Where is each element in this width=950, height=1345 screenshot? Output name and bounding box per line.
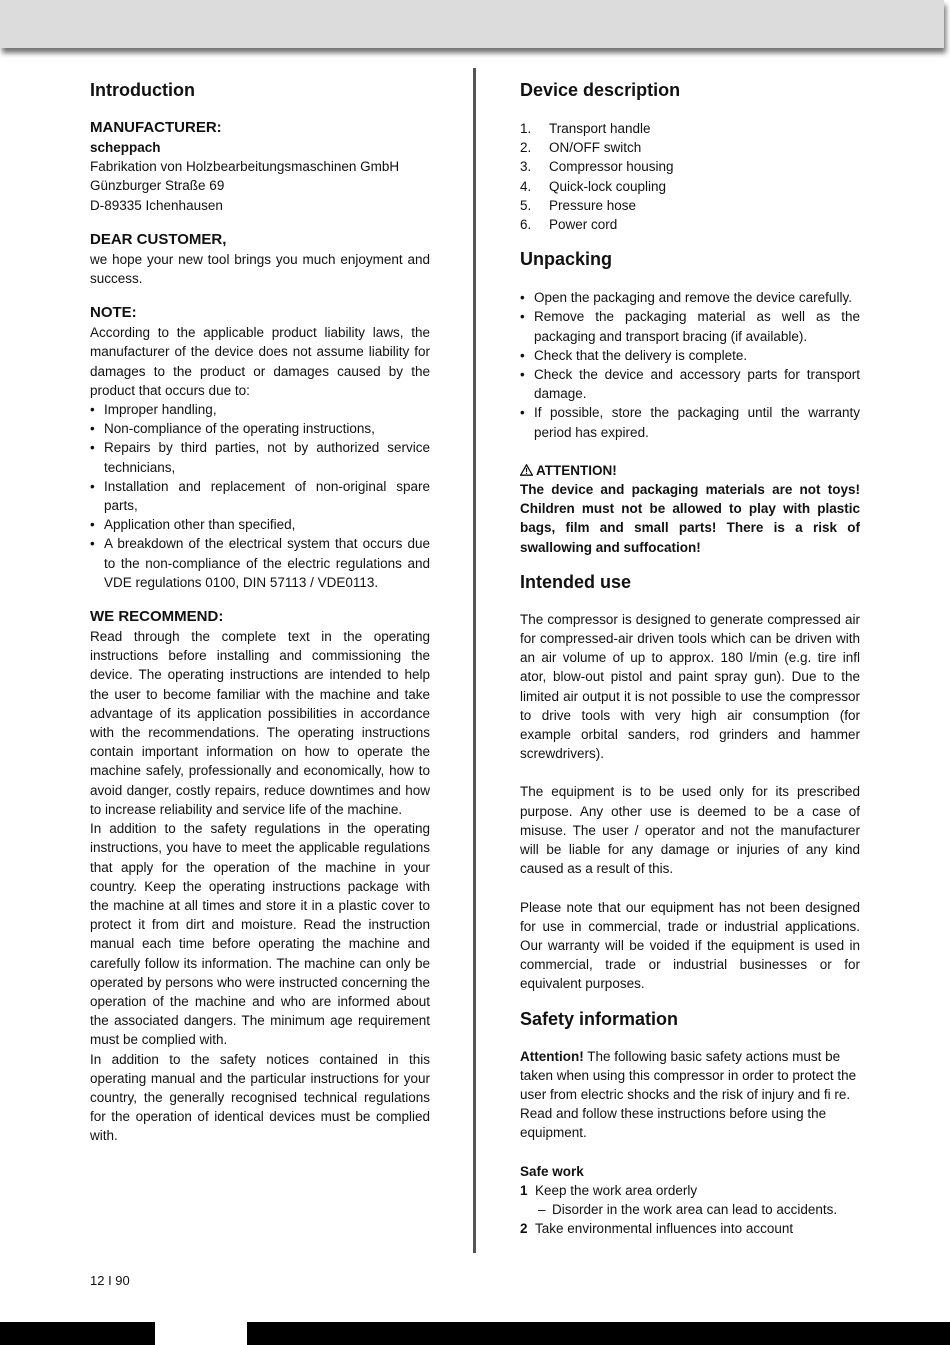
device-part-label: Transport handle bbox=[549, 121, 651, 136]
recommend-paragraph: In addition to the safety regulations in the operating instructions, you have to meet the applicable regulations that apply for the operation of the machine in your country. Keep the operating instructions package with the machine at all times and store it in a plastic cover to protect it from dirt and moisture. Read the instruction manual each time before operating the machine and carefully follow its information. The machine can only be operated by persons who were instructed concerning the operation of the machine and who are informed about the associated dangers. The minimum age requirement must be complied with. bbox=[90, 821, 430, 1048]
intended-use-heading: Intended use bbox=[520, 571, 632, 592]
safe-work-text: Keep the work area orderly bbox=[535, 1182, 698, 1198]
safe-work-text: Take environmental influences into account bbox=[535, 1221, 794, 1237]
note-list-item: • Installation and replacement of non-original spare parts, bbox=[90, 477, 430, 515]
device-part-number: 3. bbox=[520, 159, 532, 175]
intended-use-paragraph: The compressor is designed to generate compressed air for compressed-air driven tools which can be driven with an air volume of up to approx. 180 l/min (e.g. tire infl ator, blow-out pistol and paint spray gun). Due to the limited air output it is not possible to use the compressor to drive tools with very high air consumption (for example orbital sanders, rod grinders and hammer screwdrivers). bbox=[520, 611, 860, 762]
safe-work-item bbox=[520, 1219, 860, 1238]
device-part-label: Compressor housing bbox=[549, 159, 674, 175]
manufacturer-address-line-2: Günzburger Straße 69 bbox=[90, 178, 225, 194]
attention-heading: ATTENTION! bbox=[536, 462, 617, 478]
safety-attention-label: Attention! bbox=[520, 1048, 584, 1064]
device-part-number: 6. bbox=[520, 217, 532, 233]
device-part-label: Power cord bbox=[549, 217, 618, 233]
dash-marker: – bbox=[538, 1201, 546, 1217]
column-divider bbox=[473, 68, 476, 1253]
safety-information-heading: Safety information bbox=[520, 1008, 679, 1029]
intended-use-paragraph: Please note that our equipment has not been designed for use in commercial, trade or industrial applications. Our warranty will be voided if the equipment is used in commercial, trade or industrial businesses or for equivalent purposes. bbox=[520, 899, 860, 992]
note-list-item: • Non-compliance of the operating instructions, bbox=[90, 419, 430, 438]
unpacking-list bbox=[520, 288, 860, 442]
unpacking-item: • Open the packaging and remove the device carefully. bbox=[520, 288, 860, 307]
device-parts-list bbox=[520, 119, 860, 234]
right-column bbox=[520, 78, 860, 1238]
left-column bbox=[90, 78, 430, 1146]
note-list-item: • Application other than specified, bbox=[90, 515, 430, 534]
manufacturer-address-line-3: D-89335 Ichenhausen bbox=[90, 197, 223, 213]
footer-bar-gap bbox=[155, 1322, 247, 1345]
we-recommend-heading: WE RECOMMEND: bbox=[90, 608, 224, 626]
device-part-number: 1. bbox=[520, 121, 532, 136]
attention-text: The device and packaging materials are not toys! Children must not be allowed to play with plastic bags, film and small parts! There is a risk of swallowing and suffocation! bbox=[520, 482, 860, 555]
unpacking-heading: Unpacking bbox=[520, 249, 613, 270]
safe-work-subitem bbox=[520, 1200, 860, 1219]
device-part-item bbox=[520, 138, 860, 157]
device-part-item bbox=[520, 196, 860, 215]
unpacking-item: • Check the device and accessory parts for transport damage. bbox=[520, 365, 860, 403]
safe-work-item bbox=[520, 1181, 860, 1200]
device-description-heading: Device description bbox=[520, 80, 681, 100]
safe-work-subitem-text: Disorder in the work area can lead to accidents. bbox=[552, 1201, 838, 1217]
safe-work-number: 1 bbox=[520, 1182, 528, 1198]
recommend-paragraph: In addition to the safety notices contained in this operating manual and the particular instructions for your country, the generally recognised technical regulations for the operation of identical devices must be complied with. bbox=[90, 1051, 430, 1144]
recommend-paragraph: Read through the complete text in the operating instructions before installing and commissioning the device. The operating instructions are intended to help the user to become familiar with the machine and take advantage of its application possibilities in accordance with the recommendations. The operating instructions contain important information on how to operate the machine safely, professionally and economically, how to avoid danger, costly repairs, reduce downtimes and how to increase reliability and service life of the machine. bbox=[90, 629, 430, 817]
manufacturer-address-line-1: Fabrikation von Holzbearbeitungsmaschinen GmbH bbox=[90, 159, 400, 175]
footer-bar bbox=[0, 1322, 950, 1345]
dear-customer-text: we hope your new tool brings you much enjoyment and success. bbox=[90, 251, 430, 287]
device-part-number: 4. bbox=[520, 178, 532, 194]
note-list-item: • A breakdown of the electrical system that occurs due to the non-compliance of the electric regulations and VDE regulations 0100, DIN 57113 / VDE0113. bbox=[90, 534, 430, 592]
safe-work-heading: Safe work bbox=[520, 1163, 584, 1179]
safety-attention-paragraph bbox=[520, 1047, 860, 1143]
device-part-item bbox=[520, 119, 860, 138]
device-part-item bbox=[520, 177, 860, 196]
unpacking-item: • Check that the delivery is complete. bbox=[520, 346, 860, 365]
attention-heading-row bbox=[520, 461, 860, 480]
note-list bbox=[90, 400, 430, 592]
device-part-label: ON/OFF switch bbox=[549, 140, 642, 156]
device-part-item bbox=[520, 157, 860, 176]
manufacturer-heading: MANUFACTURER: bbox=[90, 119, 222, 136]
page-number: 12 I 90 bbox=[90, 1273, 130, 1288]
warning-triangle-icon bbox=[520, 464, 533, 476]
safety-attention-text: The following basic safety actions must be taken when using this compressor in order to protect the user from electric shocks and the risk of injury and fi re. Read and follow these instructions before using the equipment. bbox=[520, 1048, 857, 1141]
device-part-item bbox=[520, 215, 860, 234]
header-band bbox=[0, 0, 944, 48]
dear-customer-heading: DEAR CUSTOMER, bbox=[90, 230, 227, 248]
note-list-item: • Repairs by third parties, not by authorized service technicians, bbox=[90, 438, 430, 476]
note-list-item: • Improper handling, bbox=[90, 400, 430, 419]
unpacking-item: • Remove the packaging material as well as the packaging and transport bracing (if available). bbox=[520, 307, 860, 345]
intended-use-paragraph: The equipment is to be used only for its prescribed purpose. Any other use is deemed to be a case of misuse. The user / operator and not the manufacturer will be liable for any damage or injuries of any kind caused as a result of this. bbox=[520, 784, 860, 877]
device-part-number: 5. bbox=[520, 197, 532, 213]
device-part-label: Quick-lock coupling bbox=[549, 178, 667, 194]
unpacking-item: • If possible, store the packaging until the warranty period has expired. bbox=[520, 403, 860, 441]
note-text: According to the applicable product liability laws, the manufacturer of the device does not assume liability for damages to the product or damages caused by the product that occurs due to: bbox=[90, 325, 430, 398]
safe-work-number: 2 bbox=[520, 1221, 528, 1237]
note-heading: NOTE: bbox=[90, 304, 137, 322]
device-part-number: 2. bbox=[520, 140, 532, 156]
device-part-label: Pressure hose bbox=[549, 197, 637, 213]
introduction-heading: Introduction bbox=[90, 80, 195, 100]
manufacturer-name: scheppach bbox=[90, 140, 161, 155]
